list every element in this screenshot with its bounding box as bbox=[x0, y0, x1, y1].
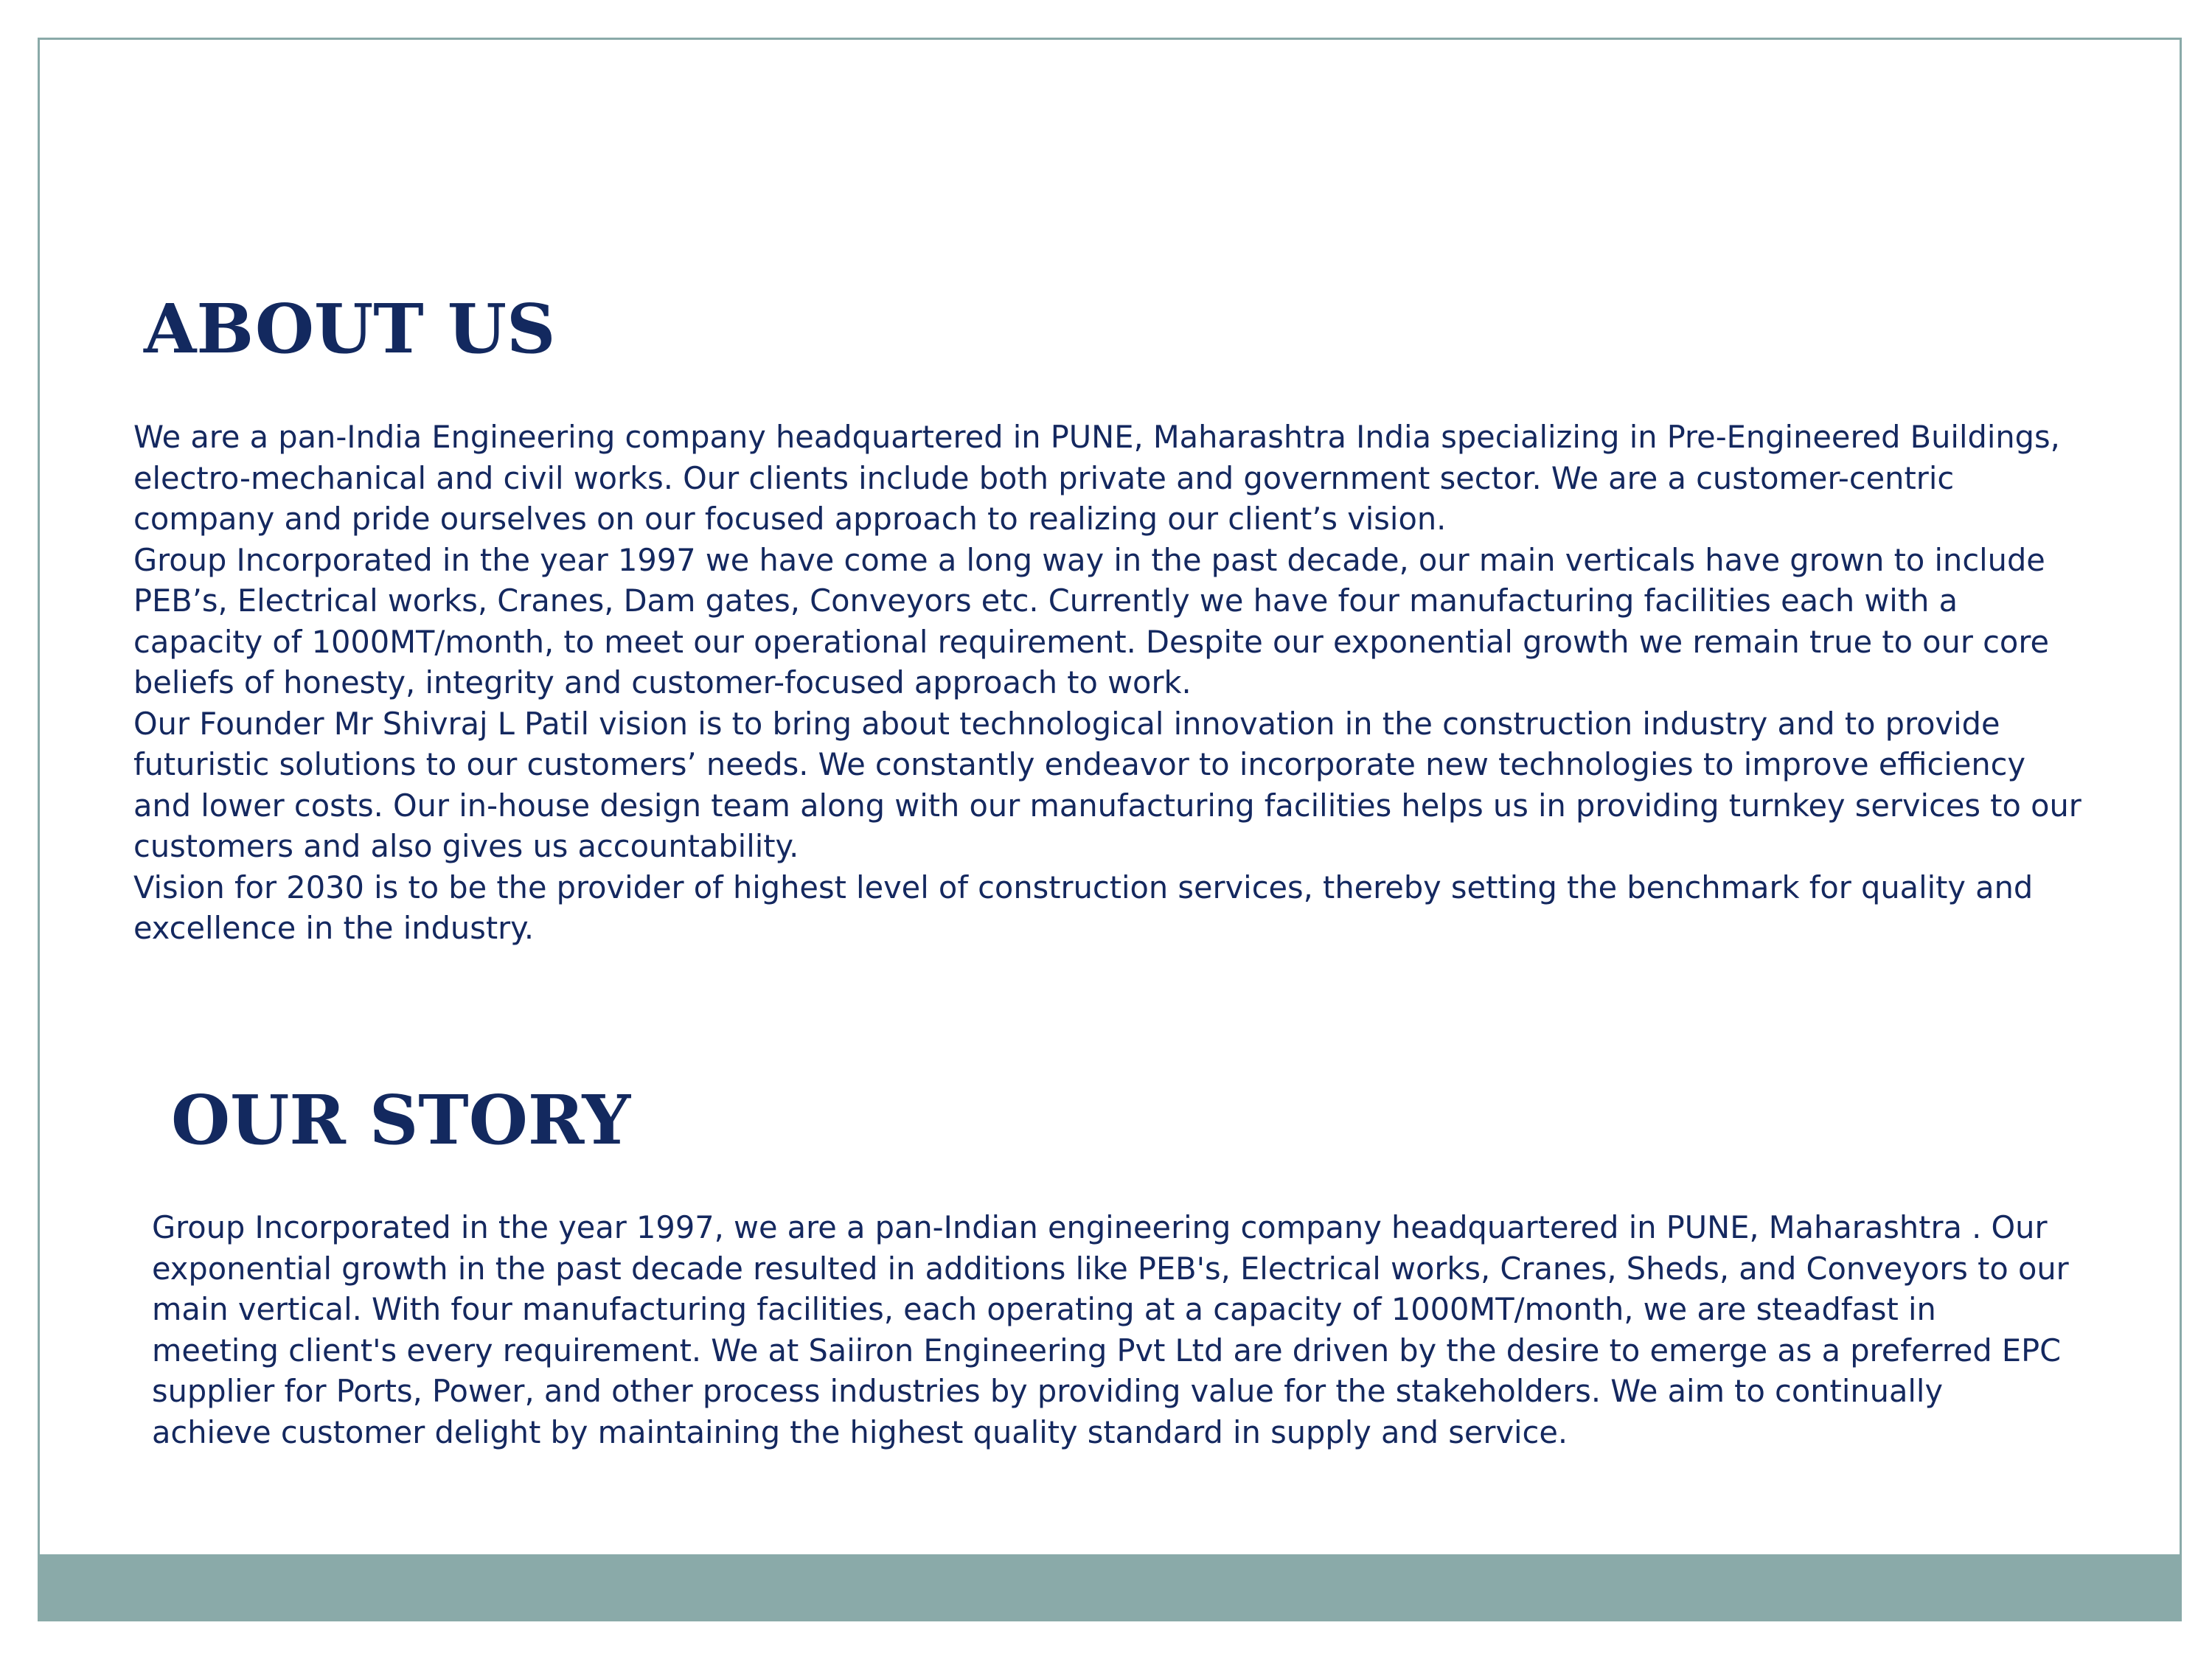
about-paragraph-founder: Our Founder Mr Shivraj L Patil vision is to bring about technological innovation in the construction industry and to provide futuristic solutions to our customers’ needs. We constantly endeavor to incorporate new technologies to improve efficiency and lower costs. Our in-house design team along with our manufacturing facilities helps us in providing turnkey services to our customers and also gives us accountability. bbox=[133, 705, 2081, 864]
about-us-body bbox=[133, 417, 2087, 949]
footer-band bbox=[38, 1554, 2182, 1621]
about-paragraph-vision: Vision for 2030 is to be the provider of highest level of construction services, thereby setting the benchmark for quality and excellence in the industry. bbox=[133, 869, 2034, 946]
our-story-heading: OUR STORY bbox=[171, 1080, 631, 1160]
about-paragraph-history: Group Incorporated in the year 1997 we have come a long way in the past decade, our main verticals have grown to include PEB’s, Electrical works, Cranes, Dam gates, Conveyors etc. Currently we have four manufacturing facilities each with a capacity of 1000MT/month, to meet our operational requirement. Despite our exponential growth we remain true to our core beliefs of honesty, integrity and customer-focused approach to work. bbox=[133, 541, 2050, 700]
our-story-body bbox=[152, 1207, 2069, 1453]
about-paragraph-intro: We are a pan-India Engineering company headquartered in PUNE, Maharashtra India specializing in Pre-Engineered Buildings, electro-mechanical and civil works. Our clients include both private and government sector. We are a customer-centric company and pride ourselves on our focused approach to realizing our client’s vision. bbox=[133, 419, 2060, 537]
story-paragraph: Group Incorporated in the year 1997, we are a pan-Indian engineering company headquartered in PUNE, Maharashtra . Our exponential growth in the past decade resulted in additions like PEB's, Electrical works, Cranes, Sheds, and Conveyors to our main vertical. With four manufacturing facilities, each operating at a capacity of 1000MT/month, we are steadfast in meeting client's every requirement. We at Saiiron Engineering Pvt Ltd are driven by the desire to emerge as a preferred EPC supplier for Ports, Power, and other process industries by providing value for the stakeholders. We aim to continually achieve customer delight by maintaining the highest quality standard in supply and service. bbox=[152, 1209, 2069, 1450]
about-us-heading: ABOUT US bbox=[144, 289, 556, 369]
